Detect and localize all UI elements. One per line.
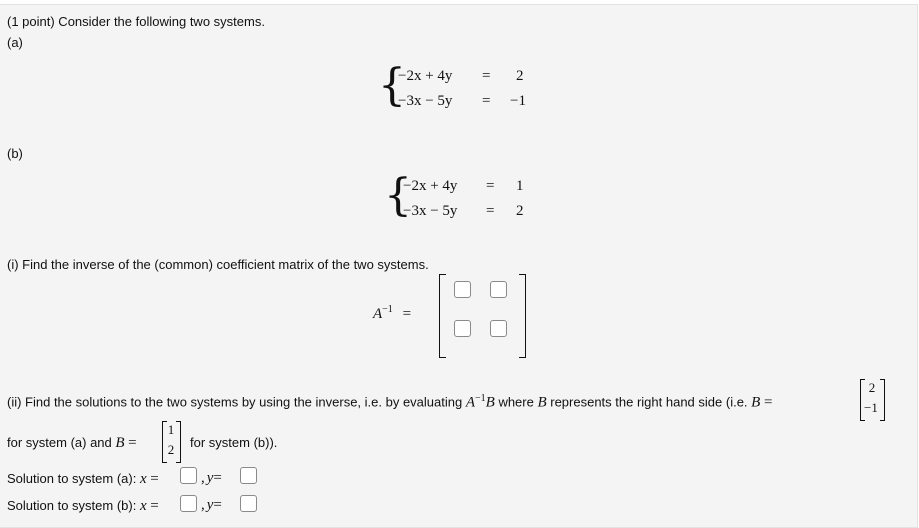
- system-a-brace: {: [378, 60, 406, 111]
- solution-b-x-input[interactable]: [180, 495, 197, 512]
- part-ii-text-1: (ii) Find the solutions to the two systems by using the inverse, i.e. by evaluating: [7, 394, 466, 410]
- vec-a-top: 2: [868, 380, 876, 395]
- matrix-sup: −1: [382, 304, 393, 315]
- solution-b-comma: ,: [201, 497, 205, 513]
- system-b-eq2-rhs: 2: [516, 203, 524, 219]
- solution-a-row: [7, 471, 159, 488]
- matrix-A: A: [373, 306, 383, 322]
- vec-b-bottom: 2: [167, 442, 175, 457]
- system-b-eq1-rhs: 1: [516, 178, 524, 194]
- part-ii-B2: B: [537, 394, 547, 411]
- part-ii-line2-start: [7, 435, 137, 452]
- part-ii-B1: B: [485, 394, 495, 411]
- system-b-eq1-lhs: −2x + 4y: [403, 178, 458, 194]
- part-ii-sup: −1: [475, 393, 486, 404]
- part-i-prompt: (i) Find the inverse of the (common) coefficient matrix of the two systems.: [7, 257, 429, 272]
- inverse-cell-11[interactable]: [454, 281, 471, 298]
- part-ii-prompt: [7, 393, 772, 411]
- part-b-label: (b): [7, 146, 23, 161]
- solution-a-y-input[interactable]: [240, 467, 257, 484]
- solution-b-y-part: [201, 497, 222, 514]
- part-ii-text-2: where: [494, 394, 538, 410]
- system-b-eq1-op: =: [486, 178, 495, 194]
- system-a-eq2-rhs: −1: [510, 93, 526, 109]
- solution-b-label: Solution to system (b):: [7, 498, 140, 513]
- part-ii-eq-sign: =: [763, 394, 773, 411]
- part-a-label: (a): [7, 35, 23, 50]
- system-b-eq1: [403, 178, 457, 195]
- inverse-cell-22[interactable]: [490, 320, 507, 337]
- system-a-eq1-op: =: [482, 68, 491, 84]
- solution-a-comma: ,: [201, 470, 205, 486]
- solution-a-label: Solution to system (a):: [7, 471, 140, 486]
- part-ii-text-3: represents the right hand side (i.e.: [546, 394, 752, 410]
- solution-a-y-eq: =: [213, 470, 222, 486]
- system-a-eq2-lhs: −3x − 5y: [398, 93, 453, 109]
- matrix-right-bracket: [519, 274, 526, 358]
- solution-b-y-var: y: [206, 497, 214, 513]
- solution-b-x-var: x: [139, 498, 147, 514]
- solution-a-x-eq: =: [150, 471, 159, 487]
- part-ii-B3: B: [751, 394, 761, 411]
- solution-a-x-input[interactable]: [180, 467, 197, 484]
- matrix-eq-sign: =: [402, 306, 412, 322]
- part-ii-line2-text: for system (a) and: [7, 435, 116, 450]
- solution-b-row: [7, 498, 159, 515]
- part-ii-eq-sign2: =: [128, 435, 137, 451]
- vec-b-top: 1: [167, 422, 175, 437]
- system-b-eq2-op: =: [486, 203, 495, 219]
- system-a-eq1-lhs: −2x + 4y: [398, 68, 453, 84]
- inverse-matrix-label: [373, 304, 411, 323]
- part-ii-A: A: [465, 394, 476, 411]
- problem-intro: (1 point) Consider the following two systems.: [7, 14, 265, 29]
- system-b-eq2: [403, 203, 457, 220]
- solution-a-y-var: y: [206, 470, 214, 486]
- inverse-cell-12[interactable]: [490, 281, 507, 298]
- inverse-cell-21[interactable]: [454, 320, 471, 337]
- vec-a-bottom: −1: [864, 400, 878, 415]
- system-a-eq2: [398, 93, 452, 110]
- system-a-eq1-rhs: 2: [516, 68, 524, 84]
- solution-b-y-input[interactable]: [240, 495, 257, 512]
- part-ii-line2-end: for system (b)).: [190, 435, 278, 450]
- vec-a-right-bracket: [880, 379, 885, 421]
- solution-b-x-eq: =: [150, 498, 159, 514]
- system-a-eq1: [398, 68, 452, 85]
- part-ii-B4: B: [115, 435, 125, 451]
- system-a-eq2-op: =: [482, 93, 491, 109]
- system-b-brace: {: [384, 170, 412, 221]
- solution-a-x-var: x: [139, 471, 147, 487]
- solution-a-y-part: [201, 470, 222, 487]
- solution-b-y-eq: =: [213, 497, 222, 513]
- matrix-left-bracket: [439, 274, 446, 358]
- system-b-eq2-lhs: −3x − 5y: [403, 203, 458, 219]
